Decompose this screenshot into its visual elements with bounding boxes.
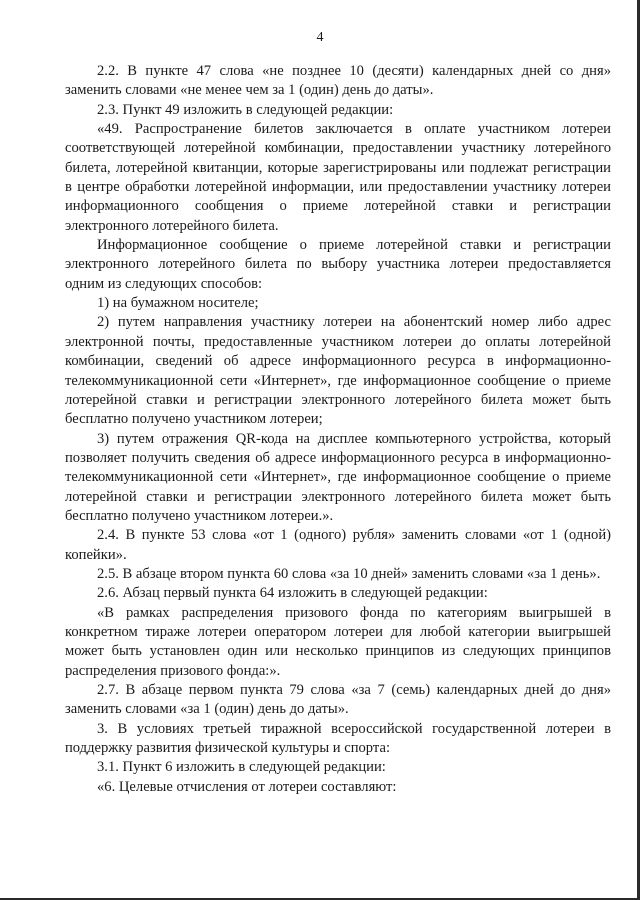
list-item-3: 3) путем отражения QR-кода на дисплее компьютерного устройства, который позволяет получить сведения об адресе информационного ресурса в информационно-телекоммуникационной сети «Интернет», где информационное сообщение о приеме лотерейной ставки и регистрации электронного лотерейного билета может быть бесплатно получено участником лотереи.». [65,430,611,524]
paragraph-2-7: 2.7. В абзаце первом пункта 79 слова «за 7 (семь) календарных дней до дня» заменить словами «за 1 (один) день до даты». [65,682,611,718]
list-item-1: 1) на бумажном носителе; [97,295,259,312]
paragraph-49: «49. Распространение билетов заключается в оплате участником лотереи соответствующей лотерейной комбинации, предоставлении участнику лотерейного билета, лотерейной квитанции, которые зарегистрированы или подлежат регистрации в центре обработки лотерейной информации, или предоставлении участнику лотереи информационного сообщения о приеме лотерейной ставки и регистрации электронного лотерейного билета. [65,121,611,234]
paragraph-3-1: 3.1. Пункт 6 изложить в следующей редакции: [97,759,386,776]
paragraph-2-4: 2.4. В пункте 53 слова «от 1 (одного) рубля» заменить словами «от 1 (одной) копейки». [65,527,611,563]
paragraph-6: «6. Целевые отчисления от лотереи составляют: [97,778,397,795]
list-item-2: 2) путем направления участнику лотереи на абонентский номер либо адрес электронной почты, предоставленные участником лотереи до оплаты лотерейной комбинации, сведений об адресе информационного ресурса в информационно-телекоммуникационной сети «Интернет», где информационное сообщение о приеме лотерейной ставки и регистрации электронного лотерейного билета может быть бесплатно получено участником лотереи; [65,314,611,428]
page-number: 4 [316,30,324,45]
document-body [65,62,611,797]
paragraph-2-2: 2.2. В пункте 47 слова «не позднее 10 (десяти) календарных дней со дня» заменить словами «не менее чем за 1 (один) день до даты». [65,63,611,99]
paragraph-info-message: Информационное сообщение о приеме лотерейной ставки и регистрации электронного лотерейного билета по выбору участника лотереи предоставляется одним из следующих способов: [65,237,611,292]
paragraph-2-6: 2.6. Абзац первый пункта 64 изложить в следующей редакции: [97,585,488,602]
paragraph-3: 3. В условиях третьей тиражной всероссийской государственной лотереи в поддержку развития физической культуры и спорта: [65,720,611,757]
paragraph-prize-fund: «В рамках распределения призового фонда по категориям выигрышей в конкретном тираже лотереи оператором лотереи для любой категории выигрышей может быть установлен один или несколько принципов из следующих принципов распределения призового фонда:». [65,604,611,679]
paragraph-2-3: 2.3. Пункт 49 изложить в следующей редакции: [97,101,394,118]
paragraph-2-5: 2.5. В абзаце втором пункта 60 слова «за 10 дней» заменить словами «за 1 день». [97,565,601,582]
